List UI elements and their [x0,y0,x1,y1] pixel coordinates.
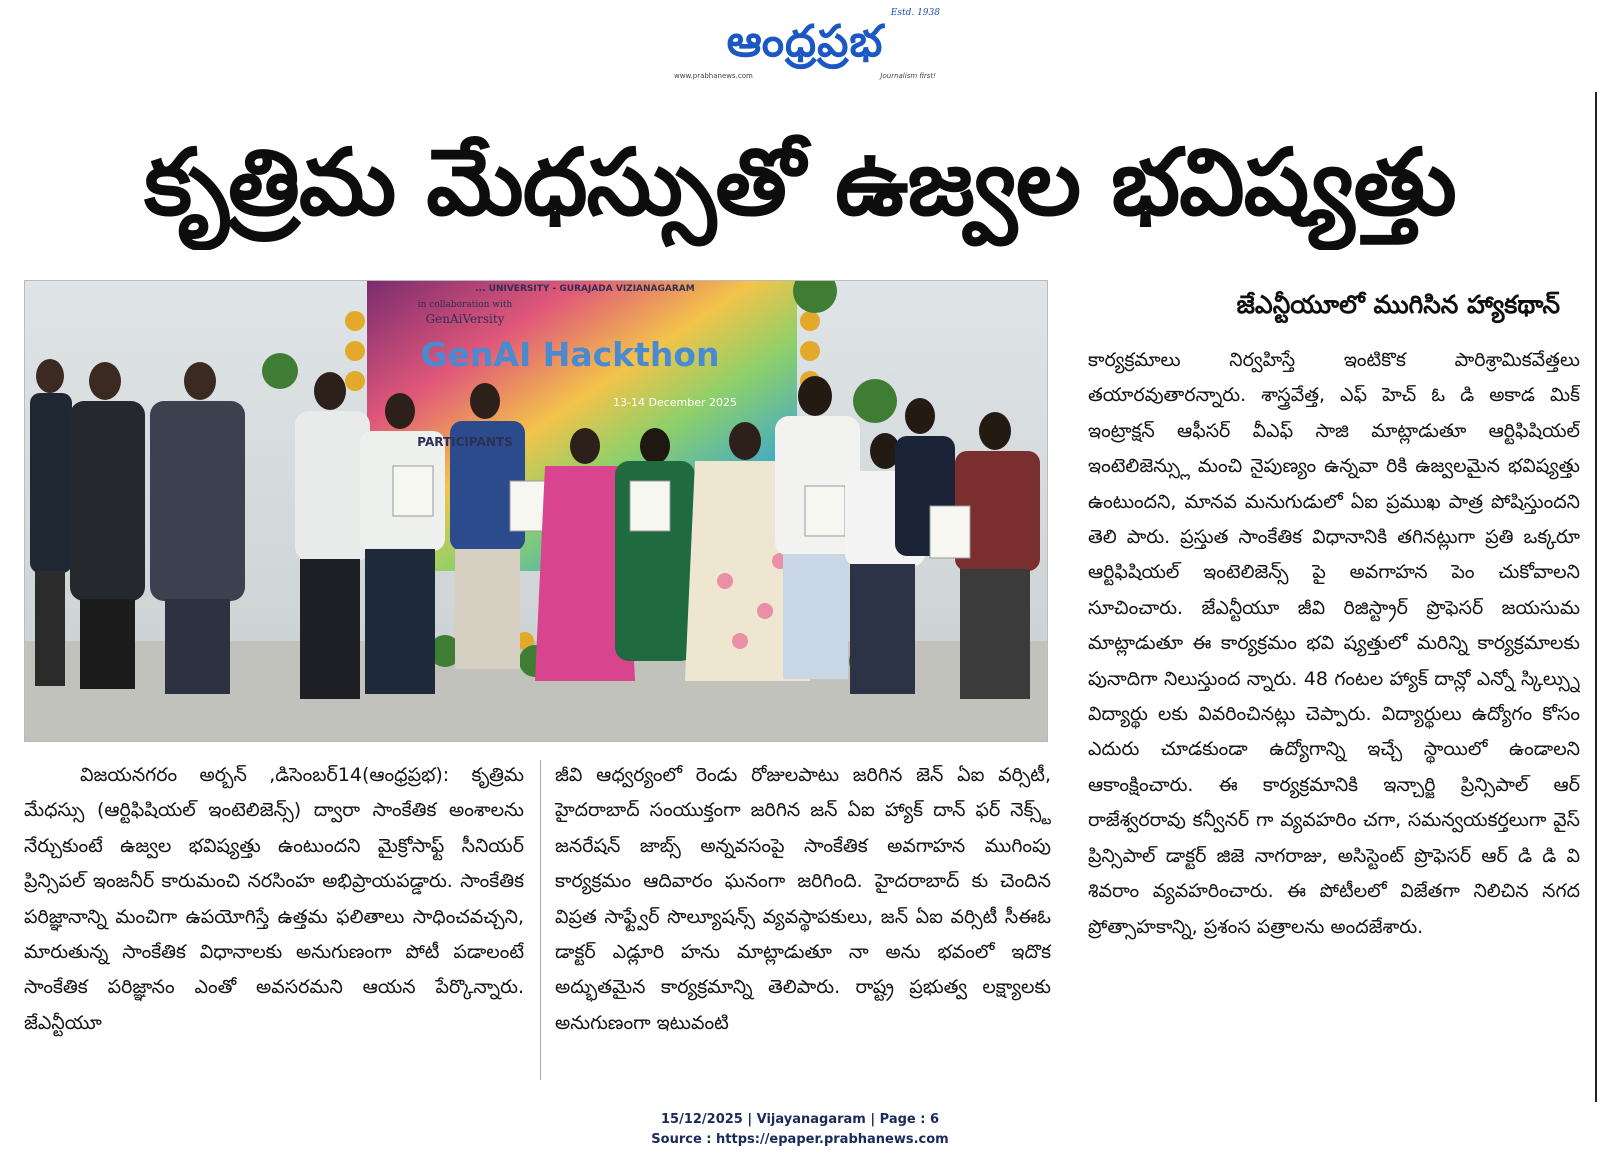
article-column-1 [24,758,524,1088]
article-column-2 [555,758,1051,1088]
article-subheadline: జేఎన్టీయూలో ముగిసిన హ్యాకథాన్ [1236,290,1560,319]
banner-line-2: in collaboration with [417,300,513,310]
article-headline: కృత్రిమ మేధస్సుతో ఉజ్వల భవిష్యత్తు [144,129,1456,236]
article-column-3 [1088,343,1580,1088]
banner-title: GenAI Hackthon [420,335,720,374]
newspaper-logo: ఆంధ్రప్రభ [726,16,884,67]
article-paragraph: కార్యక్రమాలు నిర్వహిస్తే ఇంటికొక పారిశ్రామికవేత్తలు తయారవుతారన్నారు. శాస్త్రవేత్త, ఎఫ్ హెచ్ ఓ డి అకాడ మిక్ ఇంట్రాక్షన్ ఆఫీసర్ వీఎఫ్ సాజి మాట్లాడుతూ ఆర్టిఫిషియల్ ఇంటెలిజెన్స్లు మంచి నైపుణ్యం ఉన్నవా రికి ఉజ్వలమైన భవిష్యత్తు ఉంటుందని, మానవ మనుగుడులో ఏఐ ప్రముఖ పాత్ర పోషిస్తుందని తెలి పారు. ప్రస్తుత సాంకేతిక విధానానికి తగినట్లుగా ప్రతి ఒక్కరూ ఆర్టిఫిషియల్ ఇంటెలిజెన్స్ పై అవగాహన పెం చుకోవాలని సూచించారు. జేఎన్టీయూ జీవి రిజిస్ట్రార్ ప్రొఫెసర్ జయసుమ మాట్లాడుతూ ఈ కార్యక్రమం భవి ష్యత్తులో మరిన్ని కార్యక్రమాలకు పునాదిగా నిలుస్తుంద న్నారు. 48 గంటల హ్యాక్ దాన్లో ఎన్నో స్కిల్స్ను విద్యార్థు లకు వివరించినట్లు చెప్పారు. విద్యార్థులు ఉద్యోగం కోసం ఎదురు చూడకుండా ఉద్యోగాన్ని ఇచ్చే స్థాయిలో ఉండాలని ఆకాంక్షించారు. ఈ కార్యక్రమానికి ఇన్చార్జి ప్రిన్సిపాల్ ఆర్ రాజేశ్వరరావు కన్వీనర్ గా వ్యవహరిం చగా, సమన్వయకర్తలుగా వైస్ ప్రిన్సిపాల్ డాక్టర్ జిజె నాగరాజు, అసిస్టెంట్ ప్రొఫెసర్ ఆర్ డి డి వి శివరాం వ్యవహరించారు. ఈ పోటీలలో విజేతగా నిలిచిన నగద ప్రోత్సాహకాన్ని, ప్రశంస పత్రాలను అందజేశారు. [1088,349,1580,938]
footer-source: Source : https://epaper.prabhanews.com [651,1132,949,1147]
page-right-border [1595,92,1597,1102]
banner-line-3: GenAiVersity [425,312,505,326]
newspaper-masthead [670,8,940,86]
footer-edition-info: 15/12/2025 | Vijayanagaram | Page : 6 [660,1112,940,1127]
article-paragraph: విజయనగరం అర్బన్ ,డిసెంబర్14(ఆంధ్రప్రభ): కృత్రిమ మేధస్సు (ఆర్టిఫిషియల్ ఇంటెలిజెన్స్) ద్వారా సాంకేతిక అంశాలను నేర్చుకుంటే ఉజ్వల భవిష్యత్తు ఉంటుందని మైక్రోసాఫ్ట్ సీనియర్ ప్రిన్సిపల్ ఇంజనీర్ కారుమంచి నరసింహ అభిప్రాయపడ్డారు. సాంకేతిక పరిజ్ఞానాన్ని మంచిగా ఉపయోగిస్తే ఉత్తమ ఫలితాలు సాధించవచ్చని, మారుతున్న సాంకేతిక విధానాలకు అనుగుణంగా పోటీ పడాలంటే సాంకేతిక పరిజ్ఞానం ఎంతో అవసరమని ఆయన పేర్కొన్నారు. జేఎన్టీయూ [24,764,524,1034]
banner-line-1: ... UNIVERSITY - GURAJADA VIZIANAGARAM [475,284,695,294]
banner-dates: 13-14 December 2025 [613,396,737,409]
article-paragraph: జీవి ఆధ్వర్యంలో రెండు రోజులపాటు జరిగిన జెన్ ఏఐ వర్సిటీ, హైదరాబాద్ సంయుక్తంగా జరిగిన జన్ ఏఐ హ్యాక్ దాన్ ఫర్ నెక్స్ట్ జనరేషన్ జాబ్స్ అన్నవసంపై సాంకేతిక అవగాహన ముగింపు కార్యక్రమం ఆదివారం ఘనంగా జరిగింది. హైదరాబాద్ కు చెందిన విప్రత సాఫ్ట్వేర్ సొల్యూషన్స్ వ్యవస్థాపకులు, జన్ ఏఐ వర్సిటీ సీఈఓ డాక్టర్ ఎడ్లూరి హను మాట్లాడుతూ నా అను భవంలో ఇదొక అద్భుతమైన కార్యక్రమాన్ని తెలిపారు. రాష్ట్ర ప్రభుత్వ లక్ష్యాలకు అనుగుణంగా ఇటువంటి [555,764,1051,1034]
masthead-website: www.prabhanews.com [674,72,753,80]
banner-awards: PARTICIPANTS [417,435,513,449]
column-divider [540,760,541,1080]
masthead-tagline: Journalism first! [880,72,936,80]
masthead-established: Estd. 1938 [890,8,940,18]
event-photo [24,280,1048,742]
